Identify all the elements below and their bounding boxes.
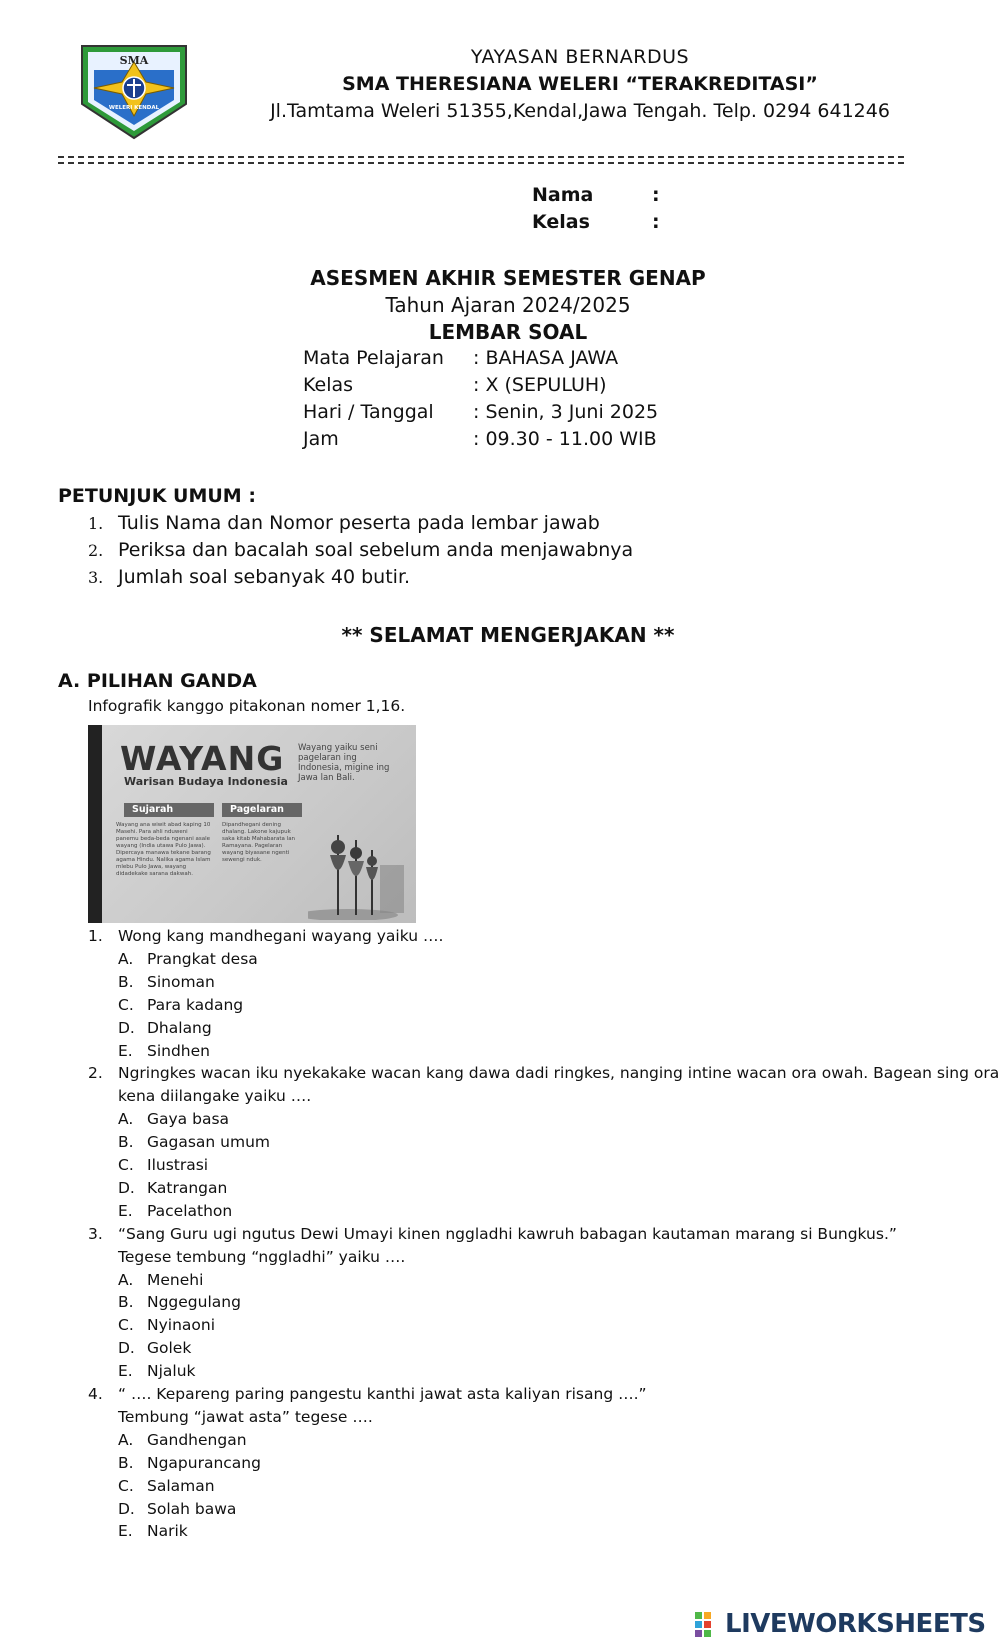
name-label: Nama xyxy=(532,184,594,206)
answer-option[interactable] xyxy=(118,1431,247,1449)
option-text: Sinoman xyxy=(147,972,215,991)
option-text: Pacelathon xyxy=(147,1201,233,1220)
infographic-col2-text: Dipandhegani dening dhalang. Lakone kajupuk saka kitab Mahabarata lan Ramayana. Pagelaran wayang biyasane ngenti sewengi nduk. xyxy=(222,822,296,863)
answer-option[interactable] xyxy=(118,1362,196,1380)
question-number: 3. xyxy=(88,1224,103,1243)
question-text: Tegese tembung “nggladhi” yaiku …. xyxy=(118,1247,406,1266)
option-text: Ngapurancang xyxy=(147,1453,261,1472)
option-text: Gagasan umum xyxy=(147,1133,271,1152)
answer-option[interactable] xyxy=(118,1522,188,1540)
question-text: Wong kang mandhegani wayang yaiku …. xyxy=(118,927,444,945)
option-letter: D. xyxy=(118,1018,135,1037)
option-text: Ilustrasi xyxy=(147,1156,209,1174)
detail-value: : X (SEPULUH) xyxy=(473,374,607,396)
wayang-puppets-illustration xyxy=(308,825,408,920)
option-letter: B. xyxy=(118,1293,134,1312)
option-text: Menehi xyxy=(147,1270,204,1289)
detail-row xyxy=(303,347,618,369)
option-letter: D. xyxy=(118,1499,135,1518)
option-letter: A. xyxy=(118,1430,134,1449)
detail-label: Mata Pelajaran xyxy=(303,347,444,369)
question-text: kena diilangake yaiku …. xyxy=(118,1087,312,1106)
question-number: 2. xyxy=(88,1064,103,1083)
instruction-text: Tulis Nama dan Nomor peserta pada lembar jawab xyxy=(118,512,600,534)
answer-option[interactable] xyxy=(118,1293,241,1311)
instructions-title: PETUNJUK UMUM : xyxy=(58,485,256,507)
liveworksheets-logo-icon xyxy=(695,1612,721,1638)
option-letter: A. xyxy=(118,1110,134,1129)
option-text: Prangkat desa xyxy=(147,949,258,968)
option-text: Golek xyxy=(147,1339,192,1358)
option-text: Nggegulang xyxy=(147,1293,241,1312)
answer-option[interactable] xyxy=(118,1179,227,1197)
answer-option[interactable] xyxy=(118,1156,208,1174)
detail-value: : BAHASA JAWA xyxy=(473,347,619,369)
answer-option[interactable] xyxy=(118,1316,215,1334)
answer-option[interactable] xyxy=(118,996,243,1014)
question-text: Tembung “jawat asta” tegese …. xyxy=(118,1407,373,1426)
question-text: “ …. Kepareng paring pangestu kanthi jawat asta kaliyan risang ….” xyxy=(118,1385,647,1403)
answer-option[interactable] xyxy=(118,1339,191,1357)
section-a-intro: Infografik kanggo pitakonan nomer 1,16. xyxy=(88,697,406,715)
instruction-text: Jumlah soal sebanyak 40 butir. xyxy=(118,566,411,588)
school-name: SMA THERESIANA WELERI “TERAKREDITASI” xyxy=(342,73,818,95)
answer-option[interactable] xyxy=(118,1133,270,1151)
option-letter: C. xyxy=(118,995,134,1014)
detail-row xyxy=(303,374,607,396)
foundation-name: YAYASAN BERNARDUS xyxy=(470,46,690,68)
logo-band-text: WELERI KENDAL xyxy=(108,105,160,111)
option-text: Gandhengan xyxy=(147,1430,247,1449)
infographic-col2-title: Pagelaran xyxy=(222,803,302,817)
instruction-num: 2. xyxy=(88,541,104,560)
school-address: Jl.Tamtama Weleri 51355,Kendal,Jawa Tengah. Telp. 0294 641246 xyxy=(270,100,890,122)
answer-option[interactable] xyxy=(118,1271,203,1289)
option-letter: C. xyxy=(118,1316,134,1335)
instruction-item xyxy=(88,539,633,561)
option-letter: A. xyxy=(118,1270,134,1289)
option-text: Gaya basa xyxy=(147,1110,230,1129)
answer-option[interactable] xyxy=(118,973,215,991)
class-field xyxy=(532,211,660,233)
instruction-text: Periksa dan bacalah soal sebelum anda menjawabnya xyxy=(118,539,634,561)
detail-label: Hari / Tanggal xyxy=(303,401,434,423)
option-letter: D. xyxy=(118,1178,135,1197)
instruction-item xyxy=(88,566,410,588)
question-number: 1. xyxy=(88,927,103,945)
infographic-col1-title: Sujarah xyxy=(124,803,214,817)
exam-year: Tahun Ajaran 2024/2025 xyxy=(385,293,631,317)
option-letter: C. xyxy=(118,1476,134,1495)
class-colon: : xyxy=(652,211,660,233)
brand-text: LIVEWORKSHEETS xyxy=(725,1609,986,1639)
infographic-edge xyxy=(88,725,102,923)
option-text: Sindhen xyxy=(147,1041,210,1060)
wayang-infographic xyxy=(88,725,416,923)
instruction-num: 3. xyxy=(88,568,104,587)
detail-label: Kelas xyxy=(303,374,354,396)
instruction-num: 1. xyxy=(88,514,104,533)
infographic-desc: Wayang yaiku seni pagelaran ing Indonesia, migine ing Jawa lan Bali. xyxy=(298,743,390,783)
option-letter: C. xyxy=(118,1156,134,1174)
detail-row xyxy=(303,428,657,450)
question-text: Ngringkes wacan iku nyekakake wacan kang dawa dadi ringkes, nanging intine wacan ora owah. Bagean sing ora xyxy=(118,1064,1000,1083)
infographic-subtitle: Warisan Budaya Indonesia xyxy=(124,775,288,788)
answer-option[interactable] xyxy=(118,1454,261,1472)
exam-sheet: LEMBAR SOAL xyxy=(428,320,588,344)
option-letter: E. xyxy=(118,1201,133,1220)
greeting: ** SELAMAT MENGERJAKAN ** xyxy=(341,623,675,647)
option-letter: B. xyxy=(118,972,134,991)
option-letter: E. xyxy=(118,1362,133,1381)
class-label: Kelas xyxy=(532,211,590,233)
section-a-title: A. PILIHAN GANDA xyxy=(58,670,257,692)
option-text: Narik xyxy=(147,1522,188,1541)
option-text: Njaluk xyxy=(147,1362,196,1381)
question-number: 4. xyxy=(88,1385,103,1403)
option-letter: D. xyxy=(118,1339,135,1358)
answer-option[interactable] xyxy=(118,950,258,968)
answer-option[interactable] xyxy=(118,1500,236,1518)
answer-option[interactable] xyxy=(118,1019,212,1037)
detail-label: Jam xyxy=(303,428,339,450)
detail-value: : 09.30 - 11.00 WIB xyxy=(473,428,657,450)
option-text: Nyinaoni xyxy=(147,1316,216,1335)
option-letter: B. xyxy=(118,1453,134,1472)
detail-row xyxy=(303,401,658,423)
liveworksheets-brand xyxy=(695,1609,995,1639)
option-letter: B. xyxy=(118,1133,134,1152)
answer-option[interactable] xyxy=(118,1202,232,1220)
option-text: Dhalang xyxy=(147,1018,212,1037)
option-text: Katrangan xyxy=(147,1178,228,1197)
option-text: Salaman xyxy=(147,1476,215,1495)
option-text: Para kadang xyxy=(147,995,244,1014)
header-separator xyxy=(58,156,904,164)
name-colon: : xyxy=(652,184,660,206)
option-letter: E. xyxy=(118,1041,133,1060)
detail-value: : Senin, 3 Juni 2025 xyxy=(473,401,659,423)
exam-title: ASESMEN AKHIR SEMESTER GENAP xyxy=(310,266,706,290)
option-text: Solah bawa xyxy=(147,1499,237,1518)
option-letter: A. xyxy=(118,949,134,968)
option-letter: E. xyxy=(118,1522,133,1541)
instruction-item xyxy=(88,512,600,534)
answer-option[interactable] xyxy=(118,1110,229,1128)
name-field xyxy=(532,184,660,206)
infographic-col1-text: Wayang ana wiwit abad kaping 10 Masehi. Para ahli nduweni panemu beda-beda ngenani asale wayang (India utawa Pulo Jawa). Dipercaya manawa tekane barang agama Hindu. Nalika agama Islam mlebu Pulo Jawa, wayang didadekake sarana dakwah. xyxy=(116,822,211,877)
answer-option[interactable] xyxy=(118,1042,210,1060)
logo-text: SMA xyxy=(119,54,149,67)
infographic-title: WAYANG xyxy=(120,739,285,778)
question-text: “Sang Guru ugi ngutus Dewi Umayi kinen nggladhi kawruh babagan kautaman marang si Bungkus.” xyxy=(118,1224,897,1243)
answer-option[interactable] xyxy=(118,1477,215,1495)
